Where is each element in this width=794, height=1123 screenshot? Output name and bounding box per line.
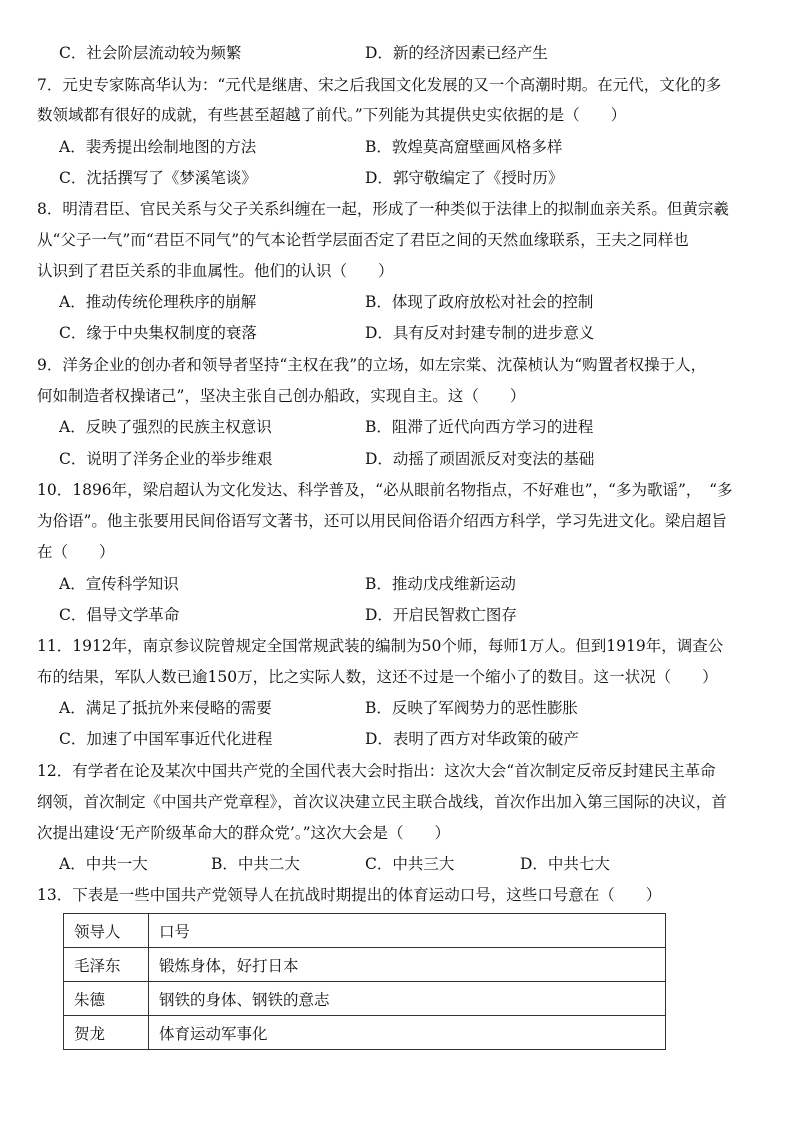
q7-option-a: A．裴秀提出绘制地图的方法 [59, 138, 257, 156]
q10-stem-line-3: 在（ ） [37, 543, 115, 561]
q10-stem-line-1: 10．1896年，梁启超认为文化发达、科学普及，“必从眼前名物指点，不好难也”，“多为歌谣”， “多 [37, 481, 733, 499]
q12-option-d: D．中共七大 [520, 855, 610, 873]
q12-option-a: A．中共一大 [59, 855, 148, 873]
q9-stem-line-1: 9．洋务企业的创办者和领导者坚持“主权在我”的立场，如左宗棠、沈葆桢认为“购置者权操于人， [37, 356, 707, 374]
q10-option-c: C．倡导文学革命 [59, 606, 180, 624]
table-row [64, 948, 666, 982]
q13-stem-line-1: 13．下表是一些中国共产党领导人在抗战时期提出的体育运动口号，这些口号意在（ ） [37, 886, 662, 904]
slogan-table [63, 913, 666, 1050]
q7-option-b: B．敦煌莫高窟壁画风格多样 [365, 138, 563, 156]
q9-option-a: A．反映了强烈的民族主权意识 [59, 418, 272, 436]
q8-stem-line-3: 认识到了君臣关系的非血属性。他们的认识（ ） [37, 262, 394, 280]
q12-stem-line-2: 纲领，首次制定《中国共产党章程》，首次议决建立民主联合战线，首次作出加入第三国际的决议，首 [37, 793, 727, 811]
q8-option-c: C．缘于中央集权制度的衰落 [59, 324, 257, 342]
q11-stem-line-1: 11．1912年，南京参议院曾规定全国常规武装的编制为50个师，每师1万人。但到1919年，调查公 [37, 637, 724, 655]
q10-option-d: D．开启民智救亡图存 [365, 606, 517, 624]
q9-option-b: B．阻滞了近代向西方学习的进程 [365, 418, 594, 436]
q12-stem-line-3: 次提出建设‘无产阶级革命大的群众党’。”这次大会是（ ） [37, 824, 451, 842]
q7-option-d: D．郭守敬编定了《授时历》 [365, 169, 564, 187]
table-cell-slogan: 体育运动军事化 [149, 1016, 666, 1050]
q9-option-d: D．动摇了顽固派反对变法的基础 [365, 450, 595, 468]
q10-stem-line-2: 为俗语”。他主张要用民间俗语写文著书，还可以用民间俗语介绍西方科学，学习先进文化。梁启超旨 [37, 512, 727, 530]
table-cell-leader: 朱德 [64, 982, 149, 1016]
q12-option-c: C．中共三大 [365, 855, 455, 873]
q7-stem-line-2: 数领域都有很好的成就，有些甚至超越了前代。”下列能为其提供史实依据的是（ ） [37, 106, 627, 124]
table-header-row [64, 914, 666, 948]
q8-option-b: B．体现了政府放松对社会的控制 [365, 293, 594, 311]
q8-stem-line-2: 从“父子一气”而“君臣不同气”的气本论哲学层面否定了君臣之间的天然血缘联系，王夫之同样也 [37, 231, 689, 249]
q11-stem-line-2: 布的结果，军队人数已逾150万，比之实际人数，这还不过是一个缩小了的数目。这一状况（ ） [37, 668, 718, 686]
q6-option-c: C．社会阶层流动较为频繁 [59, 44, 242, 62]
q11-option-d: D．表明了西方对华政策的破产 [365, 730, 579, 748]
q8-option-d: D．具有反对封建专制的进步意义 [365, 324, 595, 342]
q9-stem-line-2: 何如制造者权操诸己”，坚决主张自己创办船政，实现自主。这（ ） [37, 387, 526, 405]
table-header-cell: 口号 [149, 914, 666, 948]
q8-stem-line-1: 8．明清君臣、官民关系与父子关系纠缠在一起，形成了一种类似于法律上的拟制血亲关系。但黄宗羲 [37, 200, 729, 218]
q11-option-b: B．反映了军阀势力的恶性膨胀 [365, 699, 578, 717]
table-row [64, 982, 666, 1016]
q11-option-a: A．满足了抵抗外来侵略的需要 [59, 699, 272, 717]
table-cell-slogan: 锻炼身体，好打日本 [149, 948, 666, 982]
q11-option-c: C．加速了中国军事近代化进程 [59, 730, 273, 748]
table-cell-leader: 贺龙 [64, 1016, 149, 1050]
q7-option-c: C．沈括撰写了《梦溪笔谈》 [59, 169, 257, 187]
table-header-cell: 领导人 [64, 914, 149, 948]
q10-option-b: B．推动戊戌维新运动 [365, 575, 516, 593]
q8-option-a: A．推动传统伦理秩序的崩解 [59, 293, 257, 311]
table-cell-slogan: 钢铁的身体、钢铁的意志 [149, 982, 666, 1016]
table-row [64, 1016, 666, 1050]
q6-option-d: D．新的经济因素已经产生 [365, 44, 548, 62]
q7-stem-line-1: 7．元史专家陈高华认为：“元代是继唐、宋之后我国文化发展的又一个高潮时期。在元代，文化的多 [37, 76, 722, 94]
q10-option-a: A．宣传科学知识 [59, 575, 179, 593]
q12-stem-line-1: 12．有学者在论及某次中国共产党的全国代表大会时指出：这次大会“首次制定反帝反封建民主革命 [37, 762, 716, 780]
table-cell-leader: 毛泽东 [64, 948, 149, 982]
q12-option-b: B．中共二大 [211, 855, 300, 873]
q9-option-c: C．说明了洋务企业的举步维艰 [59, 450, 273, 468]
